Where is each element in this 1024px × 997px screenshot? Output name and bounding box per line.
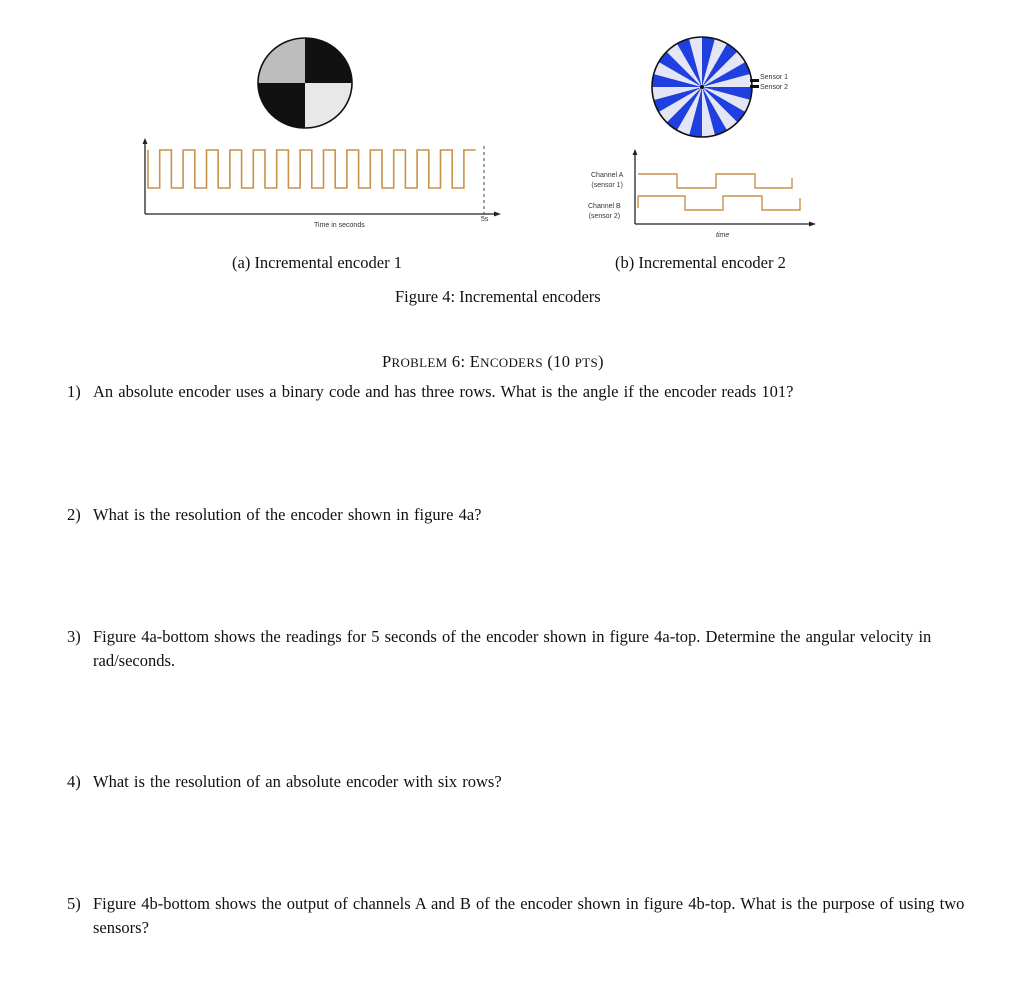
title-rest2: NCODERS [480, 355, 543, 370]
channel-b-label-line2: (sensor 2) [588, 213, 621, 220]
question-2 [67, 503, 997, 527]
encoder1-x-axis-label: Time in seconds [314, 222, 365, 229]
title-pts-open: (10 [542, 352, 575, 371]
question-3 [67, 625, 997, 673]
channel-a-waveform [638, 174, 792, 188]
question-text: What is the resolution of an absolute encoder with six rows? [93, 772, 502, 791]
channel-b-waveform [638, 196, 800, 210]
encoder2-channel-plot [630, 146, 820, 232]
title-pts-close: ) [597, 352, 604, 371]
disk2-hub [700, 85, 704, 89]
question-text: An absolute encoder uses a binary code and has three rows. What is the angle if the encoder reads 101? [93, 382, 794, 401]
channel-b-label-line1: Channel B [588, 203, 621, 210]
title-pts: PTS [574, 355, 598, 370]
subcaption-b: (b) Incremental encoder 2 [615, 253, 786, 272]
question-text: What is the resolution of the encoder shown in figure 4a? [93, 505, 482, 524]
question-text: Figure 4a-bottom shows the readings for 5 seconds of the encoder shown in figure 4a-top. Determine the angular velocity in rad/seconds. [93, 627, 932, 670]
figure-caption: Figure 4: Incremental encoders [395, 287, 601, 306]
subcaption-a: (a) Incremental encoder 1 [232, 253, 402, 272]
title-rest: ROBLEM [391, 355, 448, 370]
sensor2-label: Sensor 2 [760, 84, 789, 91]
encoder1-disk [257, 37, 353, 129]
question-number: 5) [67, 894, 81, 913]
encoder2-disk [650, 35, 754, 139]
channel-a-label [591, 171, 623, 191]
question-5 [67, 892, 997, 940]
encoder1-x-end-label: 5s [481, 216, 489, 223]
question-number: 3) [67, 627, 81, 646]
encoder2-x-axis-label: time [716, 232, 730, 239]
encoder1-pulse-plot [140, 136, 505, 236]
channel-a-label-line2: (sensor 1) [591, 182, 623, 189]
title-num: 6: E [447, 352, 481, 371]
question-number: 4) [67, 772, 81, 791]
question-number: 2) [67, 505, 81, 524]
question-1 [67, 380, 997, 404]
question-text: Figure 4b-bottom shows the output of channels A and B of the encoder shown in figure 4b-top. What is the purpose of using two sensors? [93, 894, 965, 937]
channel-a-label-line1: Channel A [591, 172, 624, 179]
pulse-waveform [148, 150, 476, 188]
problem-title [382, 352, 604, 372]
title-prefix: P [382, 352, 392, 371]
sensor1-label: Sensor 1 [760, 74, 789, 81]
question-number: 1) [67, 382, 81, 401]
channel-b-label [588, 202, 621, 222]
question-4 [67, 770, 997, 794]
